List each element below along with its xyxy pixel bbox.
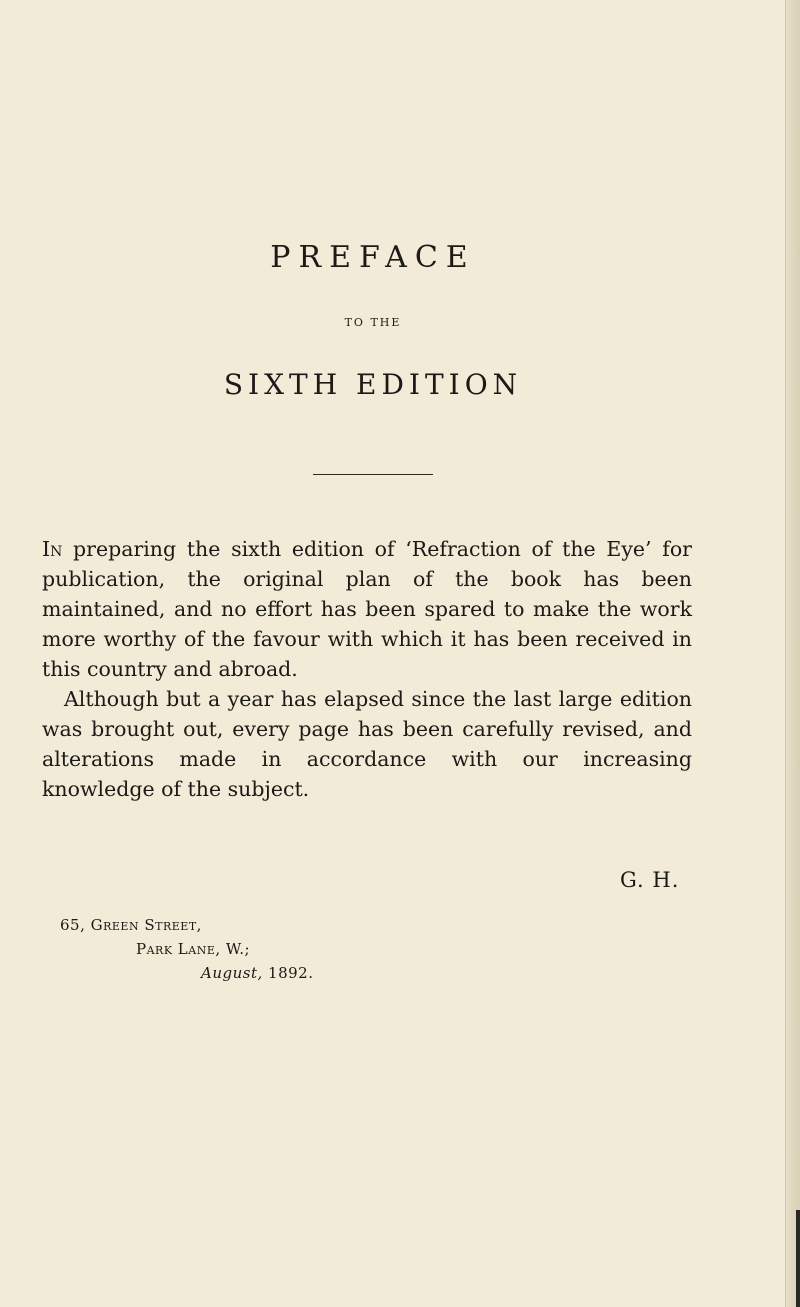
address-month: August, [201, 964, 263, 982]
address-year: 1892. [268, 964, 314, 982]
address-number: 65, [60, 916, 86, 934]
paragraph-1 [42, 534, 692, 684]
page-edge [785, 0, 800, 1307]
address-line-1 [60, 913, 313, 937]
paragraph-2: Although but a year has elapsed since the last large edition was brought out, every page has been carefully revised, and alterations made in accordance with our increasing knowledge of the subject. [42, 687, 692, 801]
preface-body [42, 534, 692, 804]
paragraph-1-text: preparing the sixth edition of ‘Refraction of the Eye’ for publication, the original plan of the book has been maintained, and no effort has been spared to make the work more worthy of the favour with which it has been received in this country and abroad. [42, 537, 692, 681]
page-edge-mark [796, 1210, 800, 1307]
address-line-2: Park Lane, W.; [136, 940, 251, 958]
address-line-3 [201, 961, 313, 985]
address-block [60, 913, 313, 985]
edition-title: SIXTH EDITION [223, 368, 523, 401]
page-title: PREFACE [270, 240, 476, 275]
paragraph-1-lead: In [42, 537, 63, 561]
signature-initials: G. H. [620, 868, 680, 892]
subtitle-to-the: TO THE [344, 316, 402, 329]
address-street: Green Street, [90, 916, 202, 934]
divider-rule [313, 474, 433, 475]
